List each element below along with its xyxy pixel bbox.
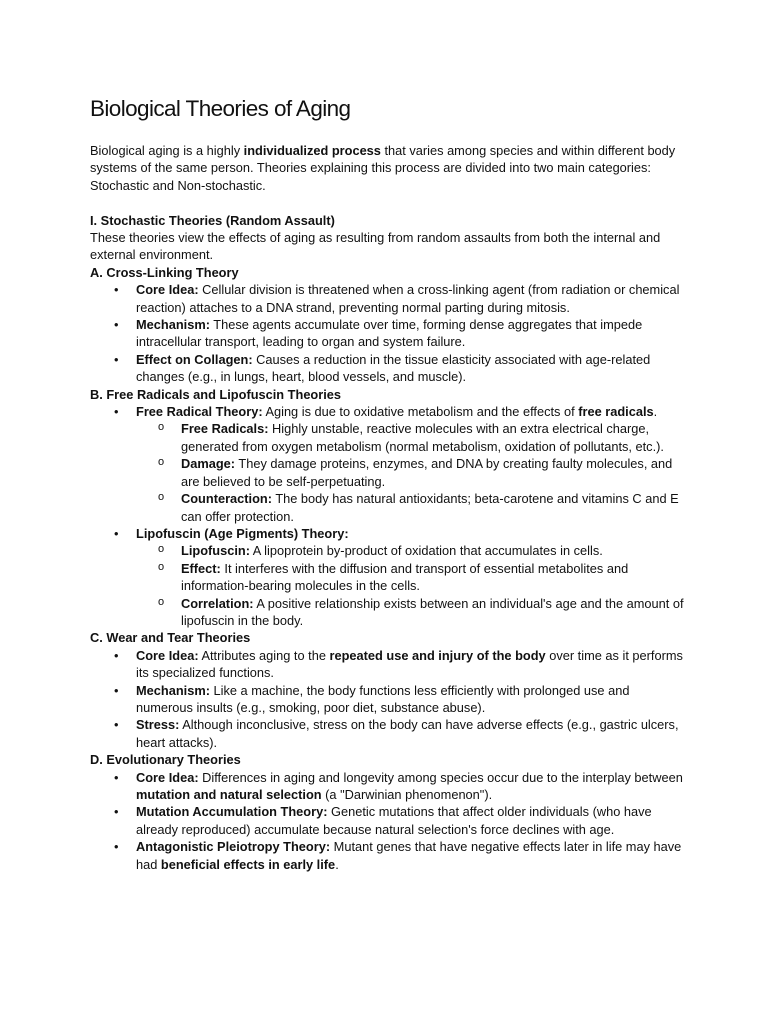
item-label: Effect on Collagen: [136,351,253,367]
sub-list [136,542,686,629]
item-text: (a "Darwinian phenomenon"). [321,787,493,803]
page-title: Biological Theories of Aging [90,96,351,121]
list-item [90,716,686,751]
item-text: Aging is due to oxidative metabolism and the effects of [262,404,579,420]
item-label: Lipofuscin (Age Pigments) Theory: [136,525,349,541]
heading-text: A. Cross-Linking Theory [90,264,239,280]
list-item [90,838,686,873]
intro-emphasis: individualized process [243,143,381,158]
item-label: Core Idea: [136,769,199,785]
sub-list-item [136,560,686,595]
list-item [90,803,686,838]
section-description: These theories view the effects of aging as resulting from random assaults from both the internal and external environment. [90,230,661,263]
intro-text: Biological aging is a highly [90,143,244,158]
sub-list-item [136,542,686,559]
item-label: Effect: [181,560,221,576]
list-item [90,316,686,351]
item-text: A lipoprotein by-product of oxidation that accumulates in cells. [249,543,603,559]
item-emphasis: repeated use and injury of the body [329,647,546,663]
sub-list-item [136,455,686,490]
item-label: Free Radical Theory: [136,404,263,420]
item-text: Mutant genes that have negative effects later in life may have had [136,839,682,872]
item-text: Although inconclusive, stress on the body can have adverse effects (e.g., gastric ulcers, heart attacks). [136,717,679,750]
bullet-list [90,769,686,873]
section-heading [90,212,686,229]
subsection-heading [90,629,686,646]
sub-list [136,420,686,524]
item-text: over time as it performs its specialized functions. [136,647,683,681]
bullet-list [90,281,686,385]
subsection-heading [90,386,686,403]
intro-text: that varies among species and within different body systems of the same person. Theories explaining this process are divided into two main categories: Stochastic and Non-stochastic. [90,143,676,193]
list-item [90,351,686,386]
subsection-heading [90,264,686,281]
item-text: Causes a reduction in the tissue elasticity associated with age-related changes (e.g., in lungs, heart, blood vessels, and muscle). [136,351,651,385]
item-label: Antagonistic Pleiotropy Theory: [136,839,331,855]
item-text: A positive relationship exists between an individual's age and the amount of lipofuscin in the body. [181,595,684,628]
item-text: Like a machine, the body functions less efficiently with prolonged use and numerous insults (e.g., smoking, poor diet, substance abuse). [136,682,630,715]
item-label: Stress: [136,717,180,733]
heading-text: C. Wear and Tear Theories [90,630,251,646]
item-label: Counteraction: [181,491,272,507]
bullet-list [90,403,686,629]
item-label: Core Idea: [136,647,199,663]
list-item [90,525,686,629]
item-label: Free Radicals: [181,421,269,437]
item-text: . [653,404,658,420]
bullet-list [90,647,686,751]
list-item [90,647,686,682]
item-emphasis: mutation and natural selection [136,787,322,803]
item-label: Mechanism: [136,317,210,333]
item-text: They damage proteins, enzymes, and DNA by creating faulty molecules, and are believed to be self-perpetuating. [181,456,673,489]
list-item [90,403,686,525]
item-label: Core Idea: [136,282,199,298]
list-item [90,769,686,804]
item-text: Differences in aging and longevity among species occur due to the interplay between [198,769,683,785]
item-text: The body has natural antioxidants; beta-carotene and vitamins C and E can offer protection. [181,491,679,524]
item-text: It interferes with the diffusion and transport of essential metabolites and information-bearing molecules in the cells. [181,560,629,594]
item-text: Highly unstable, reactive molecules with an extra electrical charge, generated from oxygen metabolism (normal metabolism, oxidation of pollutants, etc.). [181,421,664,454]
item-text: . [335,856,339,872]
item-label: Correlation: [181,595,254,611]
item-text: These agents accumulate over time, forming dense aggregates that impede intracellular transport, leading to organ and system failure. [136,317,643,350]
item-text: Attributes aging to the [198,647,330,663]
spacer [90,194,686,211]
item-text: Genetic mutations that affect older individuals (who have already reproduced) accumulate because natural selection's force declines with age. [136,804,652,837]
heading-text: B. Free Radicals and Lipofuscin Theories [90,386,342,402]
document-body [90,142,686,873]
list-item [90,682,686,717]
intro-paragraph [90,142,686,194]
sub-list-item [136,595,686,630]
item-label: Damage: [181,456,236,472]
item-label: Mutation Accumulation Theory: [136,804,328,820]
sub-list-item [136,420,686,455]
subsection-heading [90,751,686,768]
item-label: Mechanism: [136,682,210,698]
heading-text: D. Evolutionary Theories [90,752,241,768]
item-text: Cellular division is threatened when a cross-linking agent (from radiation or chemical reaction) attaches to a DNA strand, preventing normal parting during mitosis. [136,282,680,315]
list-item [90,281,686,316]
heading-text: I. Stochastic Theories (Random Assault) [90,212,335,228]
item-label: Lipofuscin: [181,543,250,559]
item-emphasis: free radicals [578,404,654,420]
sub-list-item [136,490,686,525]
item-emphasis: beneficial effects in early life [160,856,336,872]
